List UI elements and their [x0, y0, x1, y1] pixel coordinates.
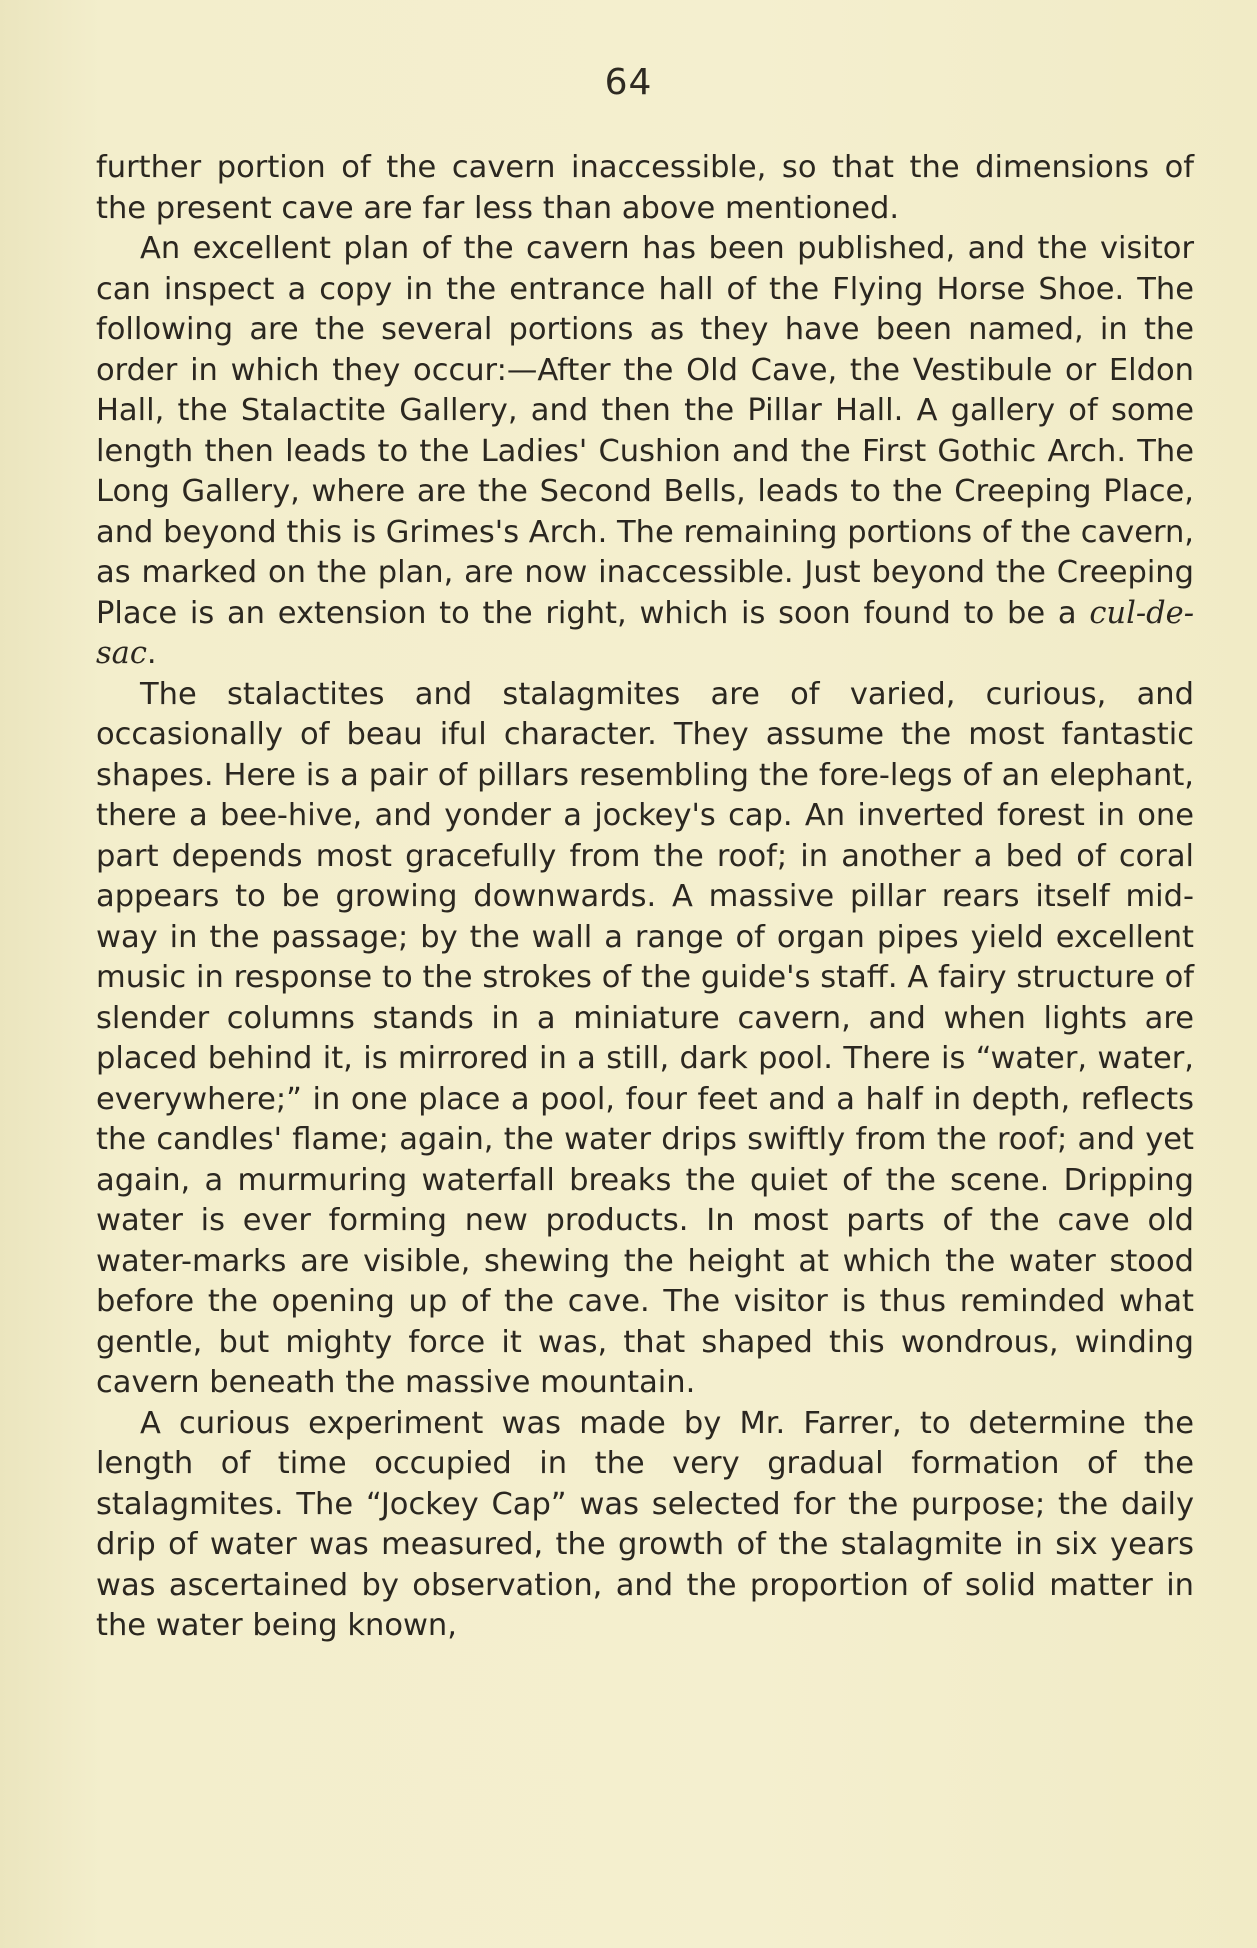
- paragraph-end: .: [146, 636, 157, 671]
- paragraph: [96, 1404, 1194, 1647]
- paragraph-text: further portion of the cavern inaccessible, so that the dimensions of the present cave are far less than above mentioned.: [96, 150, 1194, 226]
- body-text: [96, 148, 1194, 1647]
- paragraph: [96, 675, 1194, 1404]
- paragraph: [96, 148, 1194, 229]
- paragraph-text: A curious experiment was made by Mr. Farrer, to determine the length of time occupied in the very gradual formation of the stalagmites. The “Jockey Cap” was selected for the purpose; the daily drip of water was measured, the growth of the stalagmite in six years was ascertained by observation, and the proportion of solid matter in the water being known,: [96, 1405, 1194, 1643]
- italic-phrase: cul-de-sac: [96, 595, 1195, 671]
- paragraph-text: The stalactites and stalagmites are of varied, curious, and occasionally of beau iful character. They assume the most fantastic shapes. Here is a pair of pillars resembling the fore-legs of an elephant, there a bee-hive, and yonder a jockey's cap. An inverted forest in one part depends most gracefully from the roof; in another a bed of coral appears to be growing downwards. A massive pillar rears itself mid-way in the passage; by the wall a range of organ pipes yield excellent music in response to the strokes of the guide's staff. A fairy structure of slender columns stands in a miniature cavern, and when lights are placed behind it, is mirrored in a still, dark pool. There is “water, water, everywhere;” in one place a pool, four feet and a half in depth, reflects the candles' flame; again, the water drips swiftly from the roof; and yet again, a murmuring waterfall breaks the quiet of the scene. Dripping water is ever forming new products. In most parts of the cave old water-marks are visible, shewing the height at which the water stood before the opening up of the cave. The visitor is thus reminded what gentle, but mighty force it was, that shaped this wondrous, winding cavern beneath the massive mountain.: [96, 676, 1194, 1400]
- paragraph: [96, 229, 1194, 675]
- page-number: 64: [604, 62, 653, 103]
- paragraph-text: An excellent plan of the cavern has been published, and the visitor can inspect a copy in the entrance hall of the Flying Horse Shoe. The following are the several portions as they have been named, in the order in which they occur:—After the Old Cave, the Vestibule or Eldon Hall, the Stalactite Gallery, and then the Pillar Hall. A gallery of some length then leads to the Ladies' Cushion and the First Gothic Arch. The Long Gallery, where are the Second Bells, leads to the Creeping Place, and beyond this is Grimes's Arch. The remaining portions of the cavern, as marked on the plan, are now inaccessible. Just beyond the Creeping Place is an extension to the right, which is soon found to be a: [96, 231, 1194, 631]
